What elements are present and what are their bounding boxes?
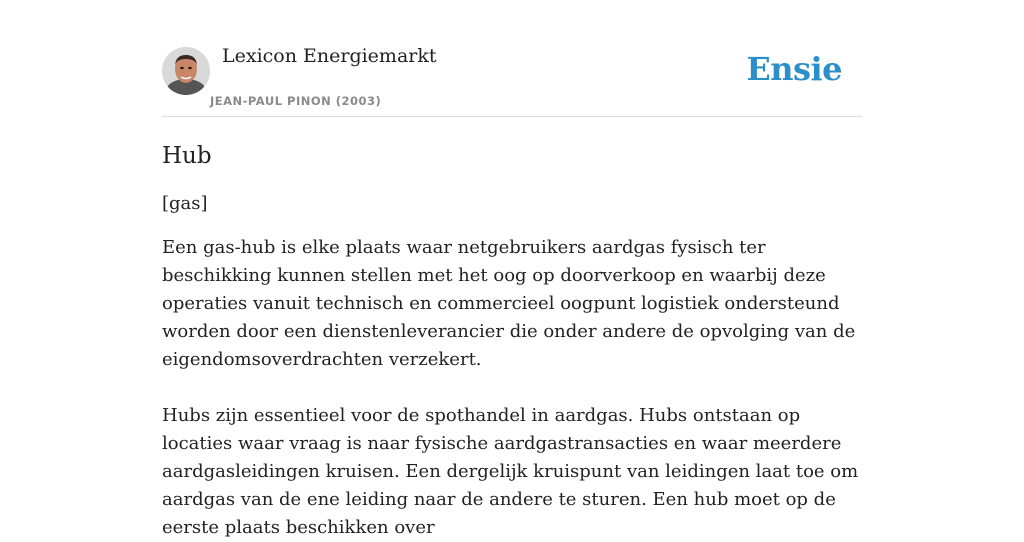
book-title[interactable]: Lexicon Energiemarkt: [222, 45, 437, 67]
entry-term: Hub: [162, 143, 212, 169]
author-avatar[interactable]: [162, 47, 210, 95]
page-header: [162, 0, 862, 117]
author-portrait-icon: [162, 47, 210, 95]
entry-paragraph: Hubs zijn essentieel voor de spothandel in aardgas. Hubs ontstaan op locaties waar vraag is naar fysische aardgastransacties en waar meerdere aardgasleidingen kruisen. Een dergelijk kruispunt van leidingen laat toe om aardgas van de ene leiding naar de andere te sturen. Een hub moet op de eerste plaats beschikken over: [162, 405, 859, 538]
entry-category: [gas]: [162, 193, 208, 214]
entry-page: [162, 0, 862, 542]
brand-logo[interactable]: Ensie: [746, 50, 842, 88]
author-name[interactable]: JEAN-PAUL PINON (2003): [210, 94, 382, 108]
entry-paragraph: Een gas-hub is elke plaats waar netgebruikers aardgas fysisch ter beschikking kunnen stellen met het oog op doorverkoop en waarbij deze operaties vanuit technisch en commercieel oogpunt logistiek ondersteund worden door een dienstenleverancier die onder andere de opvolging van de eigendomsoverdrachten verzekert.: [162, 237, 856, 370]
